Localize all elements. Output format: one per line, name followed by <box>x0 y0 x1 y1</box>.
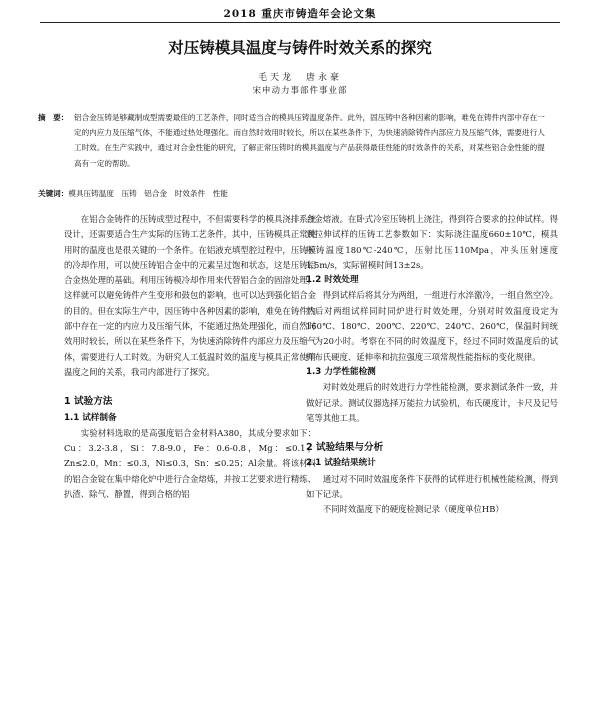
section-2-1-text2: 不同时效温度下的硬度检测记录（硬度单位HB） <box>322 504 504 515</box>
paper-title: 对压铸模具温度与铸件时效关系的探究 <box>168 39 432 57</box>
section-2-heading: 2 试验结果与分析 <box>306 442 384 454</box>
continued-paragraph: 合金熔液。在卧式冷室压铸机上浇注，得到符合要求的拉伸试样。得到拉伸试样的压铸工艺参数如下：实际浇注温度660±10℃，模具压铸温度180℃-240℃，压射比压110Mpa，冲头压射速度1.5m/s，实际留模时间13±2s。 <box>306 214 558 270</box>
right-column <box>306 212 558 518</box>
header-rule <box>40 22 560 23</box>
section-1-1-heading: 1.1 试样制备 <box>64 412 117 423</box>
section-1-2-text: 得到试样后将其分为两组，一组进行水淬激冷，一组自然空冷。然后对两组试样同时同炉进行时效处理，分别对时效温度设定为160℃、180℃、200℃、220℃、240℃、260℃，保温时间统一为20小时。考察在不同的时效温度下，经过不同时效温度后的试样布氏硬度、延伸率和抗拉强度三项常规性能指标的变化规律。 <box>306 290 558 362</box>
section-2-1-text: 通过对不同时效温度条件下获得的试样进行机械性能检测，得到如下记录。 <box>306 473 558 500</box>
section-1-3-text: 对时效处理后的时效进行力学性能检测，要求测试条件一致，并做好记录。测试仪器选择万能拉力试验机，布氏硬度计，卡尺及记号笔等其他工具。 <box>306 382 558 423</box>
keywords-label: 关键词： <box>38 189 69 198</box>
section-2-1-heading: 2.1 试验结果统计 <box>306 458 376 469</box>
running-header: 2018 重庆市铸造年会论文集 <box>223 8 377 20</box>
abstract-text: 铝合金压铸是够藏制成型需要最佳的工艺条件，同时适当合的模具压铸温度条件。此外，固压铸中各种因素的影响，难免在铸件内部中存在一定的内应力及压缩气体，不能通过热处理强化。而自然时效用时较长，所以在某些条件下，为快速消除铸件内部应力及压缩气体，需要进行人工时效。在生产实践中，通过对合金性能的研究，了解正常压铸时的模具温度与产品获得最佳性能的时效条件的关系，对某些铝合金性能的提高有一定的帮助。 <box>74 113 545 168</box>
abstract <box>38 110 546 171</box>
left-column <box>64 212 316 502</box>
keywords <box>38 188 546 199</box>
abstract-paragraph <box>38 110 546 171</box>
section-1-heading: 1 试验方法 <box>64 396 113 408</box>
section-1-2-heading: 1.2 时效处理 <box>306 275 359 286</box>
keywords-text: 模具压铸温度 压铸 铝合金 时效条件 性能 <box>68 189 228 198</box>
affiliation: 宋申动力事部件事业部 <box>252 86 348 96</box>
abstract-label: 摘 要： <box>38 113 69 122</box>
section-1-1-text: 实验材料选取的是高强度铝合金材料A380，其成分要求如下：Cu：3.2-3.8，Si：7.8-9.0，Fe：0.6-0.8，Mg：≤0.1，Zn≤2.0，Mn：≤0.3，Ni≤0.3，Sn：≤0.25；Al余量。将该材料的铝合金锭在集中熔化炉中进行合金熔炼，并按工艺要求进行精炼、扒渣、除气、静置，得到合格的铝 <box>64 427 316 500</box>
intro-paragraph: 在铝合金铸件的压铸成型过程中，不但需要科学的模具浇排系统设计，还需要适合生产实际的压铸工艺条件，其中，压铸模具正常使用时的温度也是很关键的一个条件。在铝液充填型腔过程中，压铸模的冷却作用，可以使压铸铝合金中的元素呈过饱和状态，这是压铸铝合金热处理的基础。利用压铸模冷却作用来代替铝合金的固溶处理，这样就可以避免铸件产生变形和鼓包的影响，也可以达到强化铝合金的目的。但在实际生产中，因压铸中各种因素的影响，难免在铸件内部中存在一定的内应力及压缩气体，不能通过热处理强化，而自然时效用时较长，所以在某些条件下，为快速消除铸件内部应力及压缩气体，需要进行人工时效。为研究人工低温时效的温度与模具正常使用温度之间的关系，我司内部进行了探究。 <box>64 214 316 377</box>
authors: 毛天龙 唐永豪 <box>257 73 342 83</box>
section-1-3-heading: 1.3 力学性能检测 <box>306 366 376 377</box>
